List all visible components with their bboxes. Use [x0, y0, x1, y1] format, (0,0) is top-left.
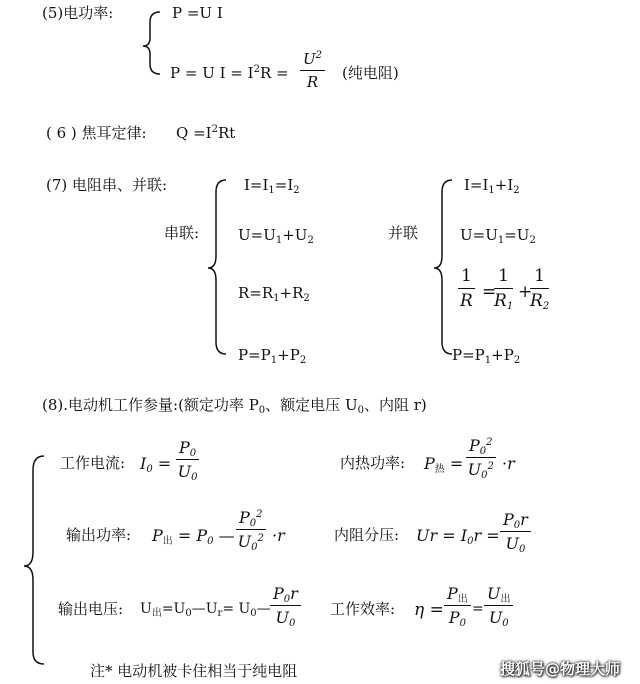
parallel-voltage: $U=U_1=U_2$: [460, 226, 536, 246]
parallel-frac-1-over-R1: $\frac{1}{R_1}$: [494, 266, 514, 312]
internal-voltage-label: 内阻分压:: [334, 526, 400, 544]
brace-s8: [24, 456, 44, 664]
series-label: 串联:: [164, 224, 200, 242]
s8-heading: (8).电动机工作参量:(额定功率 $P_0$、额定电压 $U_0$、内阻 r): [42, 396, 427, 416]
output-power-r: ·r: [272, 526, 285, 545]
series-power: $P=P_1+P_2$: [238, 346, 307, 366]
efficiency-fraction-1: $P_出$ $P_0$: [444, 586, 471, 626]
internal-voltage-fraction: $\frac{P_0r}{U_0}$: [500, 512, 531, 552]
brace-s5: [143, 12, 160, 74]
heat-power-lhs: $P_热$ =: [424, 454, 464, 475]
s6-formula: $Q =I^2Rt$: [176, 124, 236, 142]
parallel-eq: =: [482, 282, 497, 302]
efficiency-eq: =: [472, 601, 484, 617]
output-power-fraction: $\frac{P_0^2}{U_0^2}$: [237, 508, 264, 553]
s5-formula-1: P =U I: [172, 4, 223, 22]
s5-note: (纯电阻): [342, 64, 399, 82]
series-current: $I=I_1=I_2$: [244, 176, 300, 196]
parallel-plus: +: [518, 282, 533, 302]
heat-power-fraction: $\frac{P_0^2}{U_0^2}$: [467, 436, 494, 481]
parallel-frac-1-over-R2: $\frac{1}{R_2}$: [530, 266, 550, 312]
work-current-label: 工作电流:: [60, 454, 126, 472]
s5-formula-2: P = U $I = I^2R$ =: [170, 64, 289, 82]
series-resistance: $R=R_1+R_2$: [238, 284, 310, 304]
parallel-current: $I=I_1+I_2$: [464, 176, 520, 196]
output-power-lhs: $P_出 = P_0$ —: [152, 526, 235, 547]
output-voltage-label: 输出电压:: [58, 600, 124, 618]
s5-heading: (5)电功率:: [42, 4, 114, 22]
s7-heading: (7) 电阻串、并联:: [46, 176, 168, 194]
work-current-lhs: $I_0$ =: [140, 454, 172, 475]
efficiency-label: 工作效率:: [330, 600, 396, 618]
internal-voltage-lhs: $Ur = I_0r$ =: [416, 526, 500, 547]
series-voltage: $U=U_1+U_2$: [238, 226, 314, 246]
s6-heading: ( 6 ) 焦耳定律:: [46, 124, 147, 142]
output-voltage-fraction: $\frac{P_0r}{U_0}$: [270, 586, 301, 626]
heat-power-label: 内热功率:: [340, 454, 406, 472]
heat-power-r: ·r: [502, 454, 515, 473]
parallel-power: $P=P_1+P_2$: [452, 346, 521, 366]
efficiency-fraction-2: $U_出$ $U_0$: [484, 586, 513, 626]
output-power-label: 输出功率:: [66, 526, 132, 544]
brace-parallel: [434, 180, 452, 354]
output-voltage-formula: $U_出=U_0—U_r=$ $U_0—$: [140, 601, 271, 619]
parallel-frac-1-over-R: $\frac{1}{R}$: [458, 268, 475, 310]
work-current-fraction: $\frac{P_0}{U_0}$: [177, 438, 198, 483]
efficiency-lhs: η =: [414, 600, 444, 620]
s5-fraction: $\frac{U^2}{R}$: [300, 52, 325, 90]
watermark: 搜狐号@物理大师: [500, 660, 621, 678]
brace-series: [208, 180, 226, 354]
note-text: 注* 电动机被卡住相当于纯电阻: [90, 662, 298, 680]
parallel-label: 并联: [388, 224, 419, 242]
